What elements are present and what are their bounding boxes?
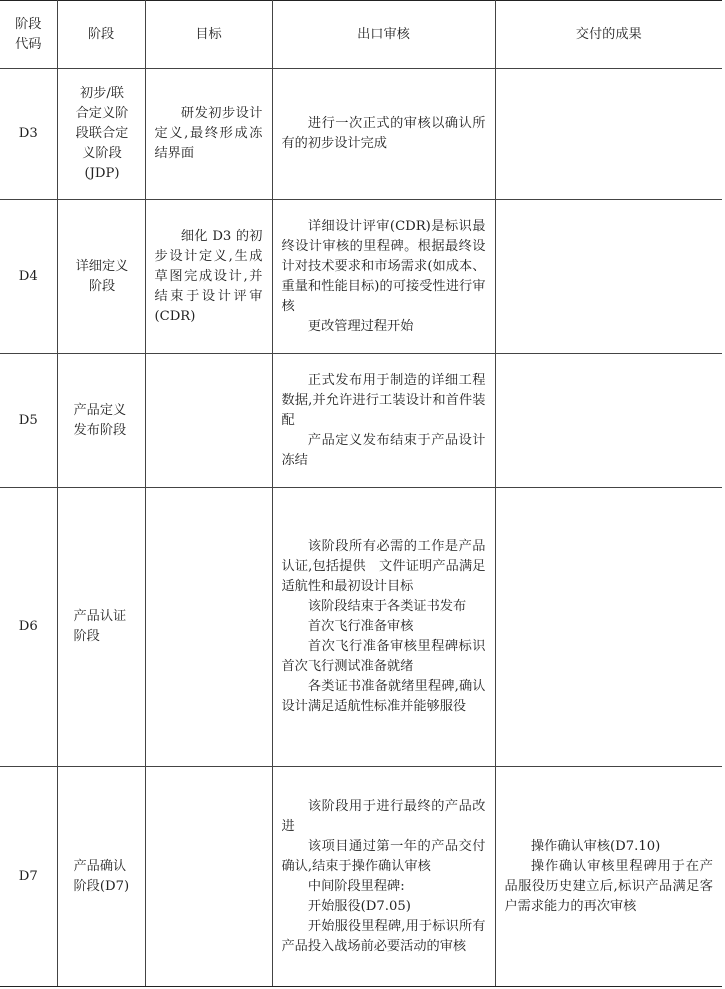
stage-code-cell: D5 bbox=[0, 354, 57, 488]
exit-review-paragraph: 该项目通过第一年的产品交付确认,结束于操作确认审核 bbox=[281, 838, 486, 874]
exit-review-paragraph: 产品定义发布结束于产品设计冻结 bbox=[281, 432, 486, 468]
deliverables-cell bbox=[495, 488, 722, 767]
goal-text: 细化 D3 的初步设计定义,生成草图完成设计,并结束于设计评审(CDR) bbox=[154, 228, 263, 324]
exit-review-text bbox=[273, 371, 495, 471]
stage-code-cell: D3 bbox=[0, 69, 57, 200]
stage-cell bbox=[57, 488, 145, 767]
goal-cell bbox=[145, 69, 272, 200]
deliverables-text bbox=[496, 837, 723, 917]
exit-review-cell bbox=[272, 767, 495, 987]
table-row-d6 bbox=[0, 488, 722, 767]
deliverables-cell bbox=[495, 767, 722, 987]
exit-review-paragraph: 首次飞行准备审核里程碑标识首次飞行测试准备就绪 bbox=[281, 639, 486, 674]
exit-review-cell bbox=[272, 488, 495, 767]
exit-review-text bbox=[273, 537, 495, 717]
stage-cell bbox=[57, 69, 145, 200]
goal-cell bbox=[145, 354, 272, 488]
exit-review-paragraph: 开始服役里程碑,用于标识所有产品投入战场前必要活动的审核 bbox=[281, 918, 486, 954]
stage-cell bbox=[57, 354, 145, 488]
stage-code-cell: D6 bbox=[0, 488, 57, 767]
exit-review-text bbox=[273, 217, 495, 337]
deliverables-cell bbox=[495, 200, 722, 354]
header-stage: 阶段 bbox=[57, 1, 145, 69]
table-row-d7 bbox=[0, 767, 722, 987]
exit-review-paragraph: 正式发布用于制造的详细工程数据,并允许进行工装设计和首件装配 bbox=[281, 372, 486, 428]
header-stage-code-line1: 阶段 bbox=[15, 16, 42, 32]
table-row-d3 bbox=[0, 69, 722, 200]
goal-cell bbox=[145, 488, 272, 767]
header-stage-code-line2: 代码 bbox=[15, 36, 42, 52]
exit-review-paragraph: 详细设计评审(CDR)是标识最终设计审核的里程碑。根据最终设计对技术要求和市场需求(如成本、重量和性能目标)的可接受性进行审核 bbox=[281, 218, 486, 314]
goal-cell bbox=[145, 767, 272, 987]
goal-text: 研发初步设计定义,最终形成冻结界面 bbox=[154, 106, 263, 161]
exit-review-paragraph: 该阶段用于进行最终的产品改进 bbox=[281, 798, 486, 834]
exit-review-cell bbox=[272, 200, 495, 354]
header-deliverables: 交付的成果 bbox=[495, 1, 722, 69]
exit-review-paragraph: 首次飞行准备审核 bbox=[307, 619, 414, 634]
stage-cell bbox=[57, 200, 145, 354]
deliverables-cell bbox=[495, 354, 722, 488]
exit-review-paragraph: 更改管理过程开始 bbox=[307, 318, 414, 334]
table-row-d5 bbox=[0, 354, 722, 488]
exit-review-paragraph: 该阶段结束于各类证书发布 bbox=[307, 599, 467, 614]
stage-code-cell: D4 bbox=[0, 200, 57, 354]
stage-name: 产品确认阶段(D7) bbox=[73, 858, 130, 894]
deliverables-paragraph: 操作确认审核里程碑用于在产品服役历史建立后,标识产品满足客户需求能力的再次审核 bbox=[504, 858, 713, 914]
exit-review-paragraph: 该阶段所有必需的工作是产品认证,包括提供 文件证明产品满足适航性和最初设计目标 bbox=[281, 539, 486, 594]
stage-name: 初步/联合定义阶段联合定义阶段(JDP) bbox=[75, 86, 129, 181]
header-row bbox=[0, 1, 722, 69]
stage-code-cell: D7 bbox=[0, 767, 57, 987]
header-goal: 目标 bbox=[145, 1, 272, 69]
exit-review-paragraph: 各类证书准备就绪里程碑,确认设计满足适航性标准并能够服役 bbox=[281, 679, 486, 714]
stage-name: 产品定义发布阶段 bbox=[73, 402, 127, 438]
exit-review-paragraph: 中间阶段里程碑: bbox=[307, 878, 405, 894]
table-row-d4 bbox=[0, 200, 722, 354]
header-exit-review: 出口审核 bbox=[272, 1, 495, 69]
exit-review-paragraph: 开始服役(D7.05) bbox=[307, 898, 411, 914]
exit-review-text bbox=[273, 114, 495, 154]
exit-review-cell bbox=[272, 354, 495, 488]
exit-review-cell bbox=[272, 69, 495, 200]
exit-review-paragraph: 进行一次正式的审核以确认所有的初步设计完成 bbox=[281, 116, 486, 151]
stage-name: 详细定义阶段 bbox=[75, 258, 129, 294]
goal-cell bbox=[145, 200, 272, 354]
header-stage-code bbox=[0, 1, 57, 69]
stage-name: 产品认证阶段 bbox=[73, 609, 127, 644]
exit-review-text bbox=[273, 797, 495, 957]
deliverables-paragraph: 操作确认审核(D7.10) bbox=[530, 838, 661, 854]
stage-cell bbox=[57, 767, 145, 987]
deliverables-cell bbox=[495, 69, 722, 200]
